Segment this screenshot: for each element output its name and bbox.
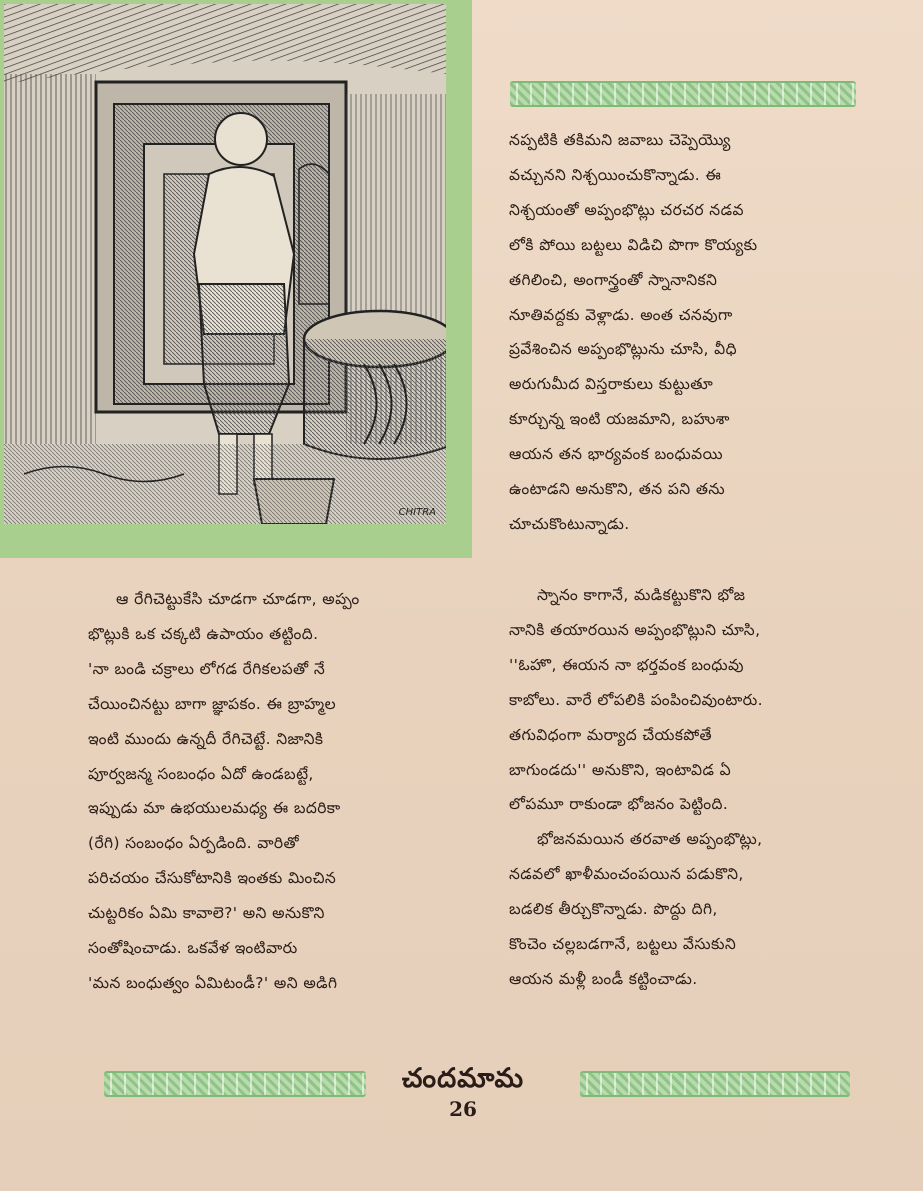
top-right-border-band [510, 81, 856, 107]
text-line: తగిలించి, అంగాన్త్రంతో స్నానానికని [509, 270, 718, 289]
text-line: కాబోలు. వారే లోపలికి పంపించివుంటారు. [509, 690, 763, 709]
text-line: అరుగుమీద విస్తరాకులు కుట్టుతూ [509, 375, 714, 394]
text-line: కూర్చున్న ఇంటి యజమాని, బహుశా [509, 410, 730, 429]
text-line: ఆయన తన భార్యవంక బంధువయి [509, 445, 723, 464]
text-line: 'మన బంధుత్వం ఏమిటండీ?' అని అడిగి [88, 973, 338, 992]
text-line: (రేగి) సంబంధం ఏర్పడింది. వారితో [88, 834, 300, 853]
text-line: నూతివద్దకు వెళ్లాడు. అంత చనవుగా [509, 305, 733, 324]
text-line: లోకి పోయి బట్టలు విడిచి పొగా కొయ్యకు [509, 235, 758, 254]
text-line: చేయించినట్టు బాగా జ్ఞాపకం. ఈ బ్రాహ్మల [88, 694, 336, 713]
text-line: తగువిధంగా మర్యాద చేయకపోతే [509, 725, 713, 744]
text-line: వచ్చునని నిశ్చయించుకొన్నాడు. ఈ [509, 165, 722, 184]
text-line: నప్పటికి తకిమని జవాబు చెప్పెయ్యొ [509, 131, 731, 149]
text-line: లోపమూ రాకుండా భోజనం పెట్టింది. [509, 795, 729, 814]
text-line: ''ఓహొ, ఈయన నా భర్తవంక బంధువు [509, 655, 744, 674]
footer-right-border-band [580, 1071, 850, 1097]
right-column-top [509, 123, 861, 542]
text-line: ఉంటాడని అనుకొని, తన పని తను [509, 480, 726, 499]
text-line: చుట్టరికం ఏమి కావాలె?' అని అనుకొని [88, 904, 325, 923]
text-line: భోజనమయిన తరవాత అప్పంభొట్లు, [537, 830, 763, 849]
text-line: ప్రవేశించిన అప్పంభొట్లును చూసి, వీధి [509, 340, 737, 359]
text-line: నడవలో ఖాళీమంచంపయిన పడుకొని, [509, 865, 744, 884]
text-line: ఇప్పుడు మా ఉభయులమధ్య ఈ బదరికా [88, 799, 341, 818]
text-line: ఆ రేగిచెట్టుకేసి చూడగా చూడగా, అప్పం [116, 590, 360, 608]
footer-left-border-band [104, 1071, 366, 1097]
text-line: స్నానం కాగానే, మడికట్టుకొని భోజ [537, 586, 746, 604]
illustrator-signature: CHITRA [398, 507, 436, 518]
text-line: భొట్లుకి ఒక చక్కటి ఉపాయం తట్టింది. [88, 624, 319, 643]
right-column-bottom [509, 578, 861, 997]
text-line: చూచుకొంటున్నాడు. [509, 514, 630, 533]
text-line: సంతోషించాడు. ఒకవేళ ఇంటివారు [88, 939, 298, 958]
left-column [88, 582, 466, 1001]
magazine-title: చందమామ [401, 1063, 525, 1094]
text-line: బడలిక తీర్చుకొన్నాడు. పొద్దు దిగి, [509, 900, 718, 919]
text-line: 'నా బండి చక్రాలు లోగడ రేగికలపతో నే [88, 659, 326, 678]
text-line: బాగుండదు'' అనుకొని, ఇంటావిడ ఏ [509, 760, 732, 779]
text-line: నిశ్చయంతో అప్పంభొట్లు చరచర నడవ [509, 200, 744, 219]
page-number: 26 [449, 1097, 477, 1121]
illustration-frame [0, 0, 472, 558]
text-line: నానికి తయారయిన అప్పంభొట్లుని చూసి, [509, 620, 761, 639]
text-line: కొంచెం చల్లబడగానే, బట్టలు వేసుకుని [509, 935, 737, 954]
text-line: పూర్వజన్మ సంబంధం ఏదో ఉండబట్టే, [88, 764, 314, 783]
text-line: ఇంటి ముందు ఉన్నదీ రేగిచెట్టే. నిజానికి [88, 729, 324, 748]
text-line: ఆయన మళ్లీ బండీ కట్టించాడు. [509, 969, 698, 988]
text-line: పరిచయం చేసుకోటానికి ఇంతకు మించిన [88, 869, 337, 888]
illustration [4, 4, 446, 524]
illustration-drawing [4, 4, 446, 524]
